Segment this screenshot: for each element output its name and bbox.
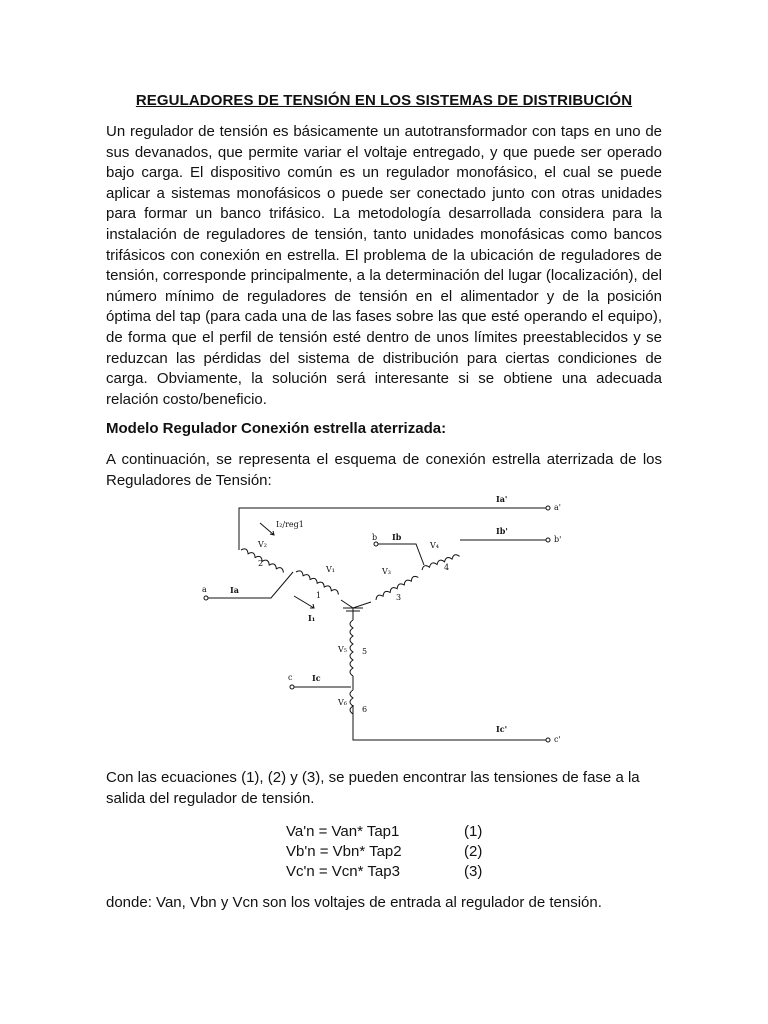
label-n4: 4 (444, 563, 450, 572)
document-title: REGULADORES DE TENSIÓN EN LOS SISTEMAS DE DISTRIBUCIÓN (135, 92, 633, 109)
equations-intro-paragraph: Con las ecuaciones (1), (2) y (3), se pueden encontrar las tensiones de fase a la salida del regulador de tensión. (106, 769, 640, 807)
label-ib: Ib (392, 532, 402, 542)
label-v5: V₅ (338, 645, 347, 654)
line-b (378, 544, 424, 565)
label-ia-prime: Ia' (496, 494, 508, 504)
terminal-a-prime (546, 506, 550, 510)
equation-2 (286, 842, 482, 862)
section-heading: Modelo Regulador Conexión estrella aterrizada: (106, 420, 447, 437)
equation-3-expression: Vc'n = Vcn* Tap3 (286, 863, 400, 880)
label-ib-prime: Ib' (496, 526, 508, 536)
equation-1 (286, 822, 482, 842)
label-b-prime: b' (554, 535, 562, 544)
label-n6: 6 (362, 705, 368, 714)
label-n3: 3 (396, 593, 402, 602)
definition-paragraph: donde: Van, Vbn y Vcn son los voltajes de entrada al regulador de tensión. (106, 894, 602, 911)
terminal-a (204, 596, 208, 600)
equation-2-expression: Vb'n = Vbn* Tap2 (286, 843, 402, 860)
label-ia: Ia (230, 585, 239, 595)
equation-2-number: (2) (464, 843, 483, 860)
intro-paragraph: Un regulador de tensión es básicamente un autotransformador con taps en uno de sus devanados, que permite variar el voltaje entregado, y que puede ser operado bajo carga. El dispositivo común es un regulador monofásico, el cual se puede aplicar a sistemas monofásicos o puede ser conectado junto con otras unidades para formar un banco trifásico. La metodología desarrollada considera para la instalación de reguladores de tensión, tanto unidades monofásicas como bancos trifásicos con conexión en estrella. El problema de la ubicación de reguladores de tensión, corresponde principalmente, a la determinación del lugar (localización), del número mínimo de reguladores de tensión en el alimentador y de la posición óptima del tap (para cada una de las fases sobre las que esté operando el equipo), de forma que el perfil de tensión esté dentro de unos límites preestablecidos y se reduzcan las pérdidas del sistema de distribución para ciertas condiciones de carga. Obviamente, la solución será interesante si se obtiene una adecuada relación costo/beneficio. (106, 123, 662, 408)
label-n1: 1 (316, 591, 322, 600)
terminal-b (374, 542, 378, 546)
label-v3: V₃ (382, 567, 391, 576)
arrow-ireg (260, 523, 274, 535)
coil-4 (421, 554, 460, 570)
line-a (208, 572, 293, 598)
label-ic: Ic (312, 673, 321, 683)
label-a: a (202, 585, 207, 594)
equation-1-number: (1) (464, 823, 483, 840)
equation-1-expression: Va'n = Van* Tap1 (286, 823, 400, 840)
label-c-prime: c' (554, 735, 561, 744)
terminal-c-prime (546, 738, 550, 742)
label-v2: V₂ (258, 540, 267, 549)
label-ic-prime: Ic' (496, 724, 508, 734)
label-n5: 5 (362, 647, 368, 656)
label-ireg: I₂/reg1 (276, 520, 304, 529)
label-c: c (288, 673, 293, 682)
label-v1: V₁ (326, 565, 335, 574)
equation-3-number: (3) (464, 863, 483, 880)
wye-regulator-diagram (196, 490, 576, 750)
arrow-i1 (294, 596, 314, 608)
label-b: b (372, 533, 378, 542)
label-v6: V₆ (338, 698, 347, 707)
terminal-b-prime (546, 538, 550, 542)
label-i1: I₁ (308, 613, 316, 623)
equation-3 (286, 862, 482, 882)
label-n2: 2 (258, 559, 264, 568)
terminal-c (290, 685, 294, 689)
coil-5 (350, 620, 353, 676)
neutral-junction (341, 600, 371, 608)
label-v4: V₄ (430, 541, 439, 550)
diagram-intro-paragraph: A continuación, se representa el esquema de conexión estrella aterrizada de los Reguladores de Tensión: (106, 451, 662, 489)
line-c-prime (353, 705, 546, 740)
label-a-prime: a' (554, 503, 561, 512)
